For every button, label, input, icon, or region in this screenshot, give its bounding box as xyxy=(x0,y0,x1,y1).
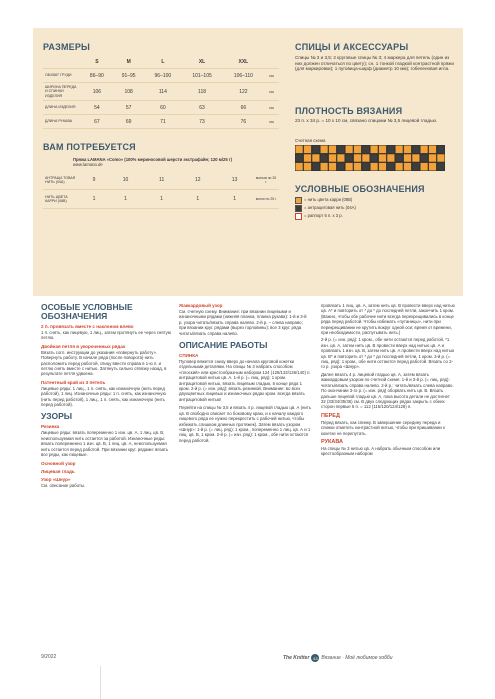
legend-title: УСЛОВНЫЕ ОБОЗНАЧЕНИЯ xyxy=(295,184,425,194)
subhead: ПЕРЕД xyxy=(321,412,340,419)
chart-cell xyxy=(320,154,328,162)
table-cell: 66 xyxy=(223,101,264,115)
table-row xyxy=(43,83,279,101)
chart-cell xyxy=(420,163,428,171)
row-label: ОБХВАТ ГРУДИ xyxy=(43,69,81,83)
subhead: Лицевая гладь xyxy=(41,468,75,474)
chart-cell xyxy=(329,154,337,162)
unit-cell: моток по 25 г xyxy=(253,190,279,209)
size-header: M xyxy=(113,55,145,69)
chart-cell xyxy=(379,154,387,162)
legend-label: = нить цвета карри (08В) xyxy=(304,197,353,203)
chart-cell xyxy=(395,154,403,162)
paragraph: Перед вязать, как спинку. В завершение середину переда и спинки отметить контрастной нитью, чтобы при пришивании к кокетке не перепутать. xyxy=(321,419,445,436)
chart-cell xyxy=(362,145,370,153)
table-cell: 122 xyxy=(223,83,264,101)
gauge-section xyxy=(295,106,455,124)
table-cell: 13 xyxy=(216,171,253,190)
chart-cell xyxy=(345,154,353,162)
column-3 xyxy=(321,303,455,648)
subhead: Двойная петля в укороченных рядах xyxy=(41,343,126,349)
gauge-text: 23 п. х 34 р. = 10 х 10 см, связано спицами № 3,5 лицевой гладью. xyxy=(295,118,438,123)
legend-item xyxy=(295,196,455,204)
legend-label: = раппорт 6 п. х 3 р. xyxy=(304,213,343,219)
chart-cell xyxy=(437,163,445,171)
table-cell: 118 xyxy=(181,83,223,101)
sizes-title: РАЗМЕРЫ xyxy=(43,42,91,52)
swatch-anthracite-icon xyxy=(295,205,302,212)
chart-cell xyxy=(420,145,428,153)
paragraph: Перейти на спицы № 3,5 и вязать 4 р. лицевой гладью цв. А (нить цв. В свободно свисает по боковому краю, и к началу каждого лицевого ряда ее нужно перекрестить с рабочей нитью, чтобы избежать слишком длинных протяжек). Затем вязать узором «Шнур»: 1-й р. (= лиц. ряд): 1 кром., попеременно 1 лиц. цв. А и 1 лиц. цв. В, 1 кром. 2-й р. (= изн. ряд): 1 кром., обе нити остаются перед работой. xyxy=(179,405,311,443)
chart-section xyxy=(295,138,455,176)
size-header: XXL xyxy=(223,55,264,69)
chart-cell xyxy=(379,163,387,171)
materials-section xyxy=(43,142,283,209)
sizes-header-row xyxy=(43,55,279,69)
table-cell: 1 xyxy=(144,190,179,209)
page-number-badge: 43 xyxy=(313,655,318,661)
column-2 xyxy=(179,303,311,648)
chart-cell xyxy=(354,154,362,162)
table-cell: 9 xyxy=(81,171,107,190)
row-label: НИТЬ ЦВЕТА КАРРИ (08В) xyxy=(43,190,81,209)
chart-cell xyxy=(312,154,320,162)
chart-cell xyxy=(404,145,412,153)
chart-cell xyxy=(387,163,395,171)
chart-cell xyxy=(304,154,312,162)
unit-cell: мотков по 25 г xyxy=(253,171,279,190)
chart-cell xyxy=(429,154,437,162)
special-symbols-title: ОСОБЫЕ УСЛОВНЫЕ ОБОЗНАЧЕНИЯ xyxy=(41,303,133,321)
chart-cell xyxy=(362,163,370,171)
table-cell: 76 xyxy=(223,115,264,129)
table-row xyxy=(43,101,279,115)
subhead: СПИНКА xyxy=(179,353,199,359)
row-label: ШИРИНА ПЕРЕДА И СПИНКИ ИЗДЕЛИЯ xyxy=(43,83,81,101)
sizes-table xyxy=(43,55,279,129)
table-cell: 1 xyxy=(107,190,144,209)
yarn-line: Пряжа LAMANA «Como» (100% мериносовой шерсти экстрафайн; 120 м/25 г) xyxy=(73,157,233,162)
chart-cell xyxy=(337,145,345,153)
unit-cell: см xyxy=(264,101,279,115)
materials-table xyxy=(43,171,279,209)
swatch-repeat-icon xyxy=(295,213,302,220)
footer-brand xyxy=(283,654,393,662)
chart-cell xyxy=(429,163,437,171)
paragraph: 1 п. снять, как лицевую, 1 лиц., затем протянуть ее через снятую петлю. xyxy=(41,330,171,341)
chart-cell xyxy=(370,163,378,171)
chart-cell xyxy=(345,145,353,153)
chart-cell xyxy=(412,154,420,162)
legend-label: = антрацитовая нить (04А) xyxy=(304,205,356,211)
chart-cell xyxy=(337,154,345,162)
chart-cell xyxy=(337,163,345,171)
chart-cell xyxy=(395,163,403,171)
paragraph: Лицевые ряды: вязать попеременно 1 изн. цв. А, 1 лиц. цв. В, неиспользуемая нить остается за работой. Изнаночные ряды: вязать попеременно 1 изн. цв. В, 1 лиц. цв. А, неиспользуемая нить остается перед работой. При вязании круг. рядами: вязать все ряды, как лицевые. xyxy=(41,430,169,458)
yarn-site: www.lamana.de xyxy=(73,162,103,167)
table-cell: 57 xyxy=(113,101,145,115)
chart-cell xyxy=(320,145,328,153)
table-cell: 108 xyxy=(113,83,145,101)
table-cell: 10 xyxy=(107,171,144,190)
table-cell: 71 xyxy=(145,115,182,129)
table-cell: 60 xyxy=(145,101,182,115)
table-cell: 91–95 xyxy=(113,69,145,83)
chart-cell xyxy=(312,163,320,171)
table-cell: 106 xyxy=(81,83,113,101)
info-box xyxy=(33,28,463,296)
size-header: S xyxy=(81,55,113,69)
table-row xyxy=(43,115,279,129)
paragraph: См. описание работы. xyxy=(41,482,86,488)
chart-cell xyxy=(354,145,362,153)
subhead: РУКАВА xyxy=(321,438,344,445)
table-cell: 96–100 xyxy=(145,69,182,83)
table-cell: 101–105 xyxy=(181,69,223,83)
needles-title: СПИЦЫ И АКСЕССУАРЫ xyxy=(295,42,409,52)
table-cell: 69 xyxy=(113,115,145,129)
chart-cell xyxy=(429,145,437,153)
subhead: Основной узор xyxy=(41,460,76,466)
color-chart xyxy=(295,145,445,171)
chart-cell xyxy=(412,163,420,171)
chart-cell xyxy=(354,163,362,171)
chart-cell xyxy=(312,145,320,153)
chart-cell xyxy=(420,154,428,162)
paragraph: Вязать согл. инструкции до указания «повернуть работу». Повернуть работу. В начале ряда (после поворота) нить расположить перед работой, спицу ввести справа в 1-ю п. и петлю снять вместе с нитью. Затянуть сильно отвязку назад, в результате петля удвоена. xyxy=(41,349,167,377)
table-cell: 54 xyxy=(81,101,113,115)
table-cell: 12 xyxy=(179,171,216,190)
chart-cell xyxy=(304,145,312,153)
magazine-page xyxy=(33,0,463,666)
brand-tagline: Вязание · Моё любимое хобби xyxy=(321,655,393,661)
chart-cell xyxy=(395,145,403,153)
column-1 xyxy=(41,303,171,648)
table-row xyxy=(43,171,279,190)
chart-cell xyxy=(404,154,412,162)
chart-cell xyxy=(329,145,337,153)
patterns-title: УЗОРЫ xyxy=(41,411,73,422)
chart-cell xyxy=(437,154,445,162)
chart-cell xyxy=(387,145,395,153)
materials-title: ВАМ ПОТРЕБУЕТСЯ xyxy=(43,142,136,152)
table-cell: 63 xyxy=(181,101,223,115)
legend-list xyxy=(295,196,455,220)
chart-cell xyxy=(437,145,445,153)
paragraph: Пуловер вяжется снизу вверх до начала круговой кокетки отдельными деталями. На спицы № 3 набрать способом «плоский» или крестообразным набором 124 (128/132/136/140) п. антрацитовой нитью цв. А. 1-й р. (= лиц. ряд): 1 кром. антрацитовой нитью, вязать лицевым гладью, в конце ряда 1 кром. 2-й р. (= изн. ряд): вязать резинкой. Внимание: во всех двухцветных лицевых и изнаночных рядах кром. всегда вязать антрацитовой нитью! xyxy=(179,359,311,402)
subhead: Резинка xyxy=(41,424,60,430)
page-edge xyxy=(100,666,301,699)
page-issue: 9/2022 xyxy=(41,654,57,660)
unit-cell: см xyxy=(264,83,279,101)
chart-cell xyxy=(379,145,387,153)
chart-cell xyxy=(295,145,303,153)
size-header: XL xyxy=(181,55,223,69)
chart-cell xyxy=(304,163,312,171)
needles-text: Спицы № 3 и 3,5; 2 круговые спицы № 3; 4 маркера для петель (один из них должен отличаться по цвету); сн. 1 тонкой гладкой контрастной пряжи (для маркировки); 1 пуговица-шарф (диаметр 10 мм); гобеленовая игла. xyxy=(295,55,454,72)
chart-cell xyxy=(404,163,412,171)
paragraph: На спицы № 3 нитью цв. А набрать обычным способом или крестообразным набором xyxy=(321,445,441,457)
table-cell: 67 xyxy=(81,115,113,129)
paragraph: См. счетную схему. Внимание: при вязании лицевыми и изнаночными рядами (нижняя планка, планка рукава): 1-й и 3-й р. узора читать/вязать справа налево. 2-й р. – слева направо; при вязании круг. рядами (вырез горловины): все 3 круг. ряда читать/вязать справа налево. xyxy=(179,309,307,336)
table-cell: 106–110 xyxy=(223,69,264,83)
chart-cell xyxy=(370,145,378,153)
chart-cell xyxy=(295,163,303,171)
chart-cell xyxy=(412,145,420,153)
unit-cell: см xyxy=(264,69,279,83)
table-cell: 1 xyxy=(216,190,253,209)
sizes-section xyxy=(43,42,283,129)
subhead: Жаккардовый узор xyxy=(179,303,223,308)
paragraph: Далее вязать 4 р. лицевой гладью цв. А, затем вязать жаккардовым узором по счетной схеме: 1-й и 3-й р. (= лиц. ряд): читать/вязать справа налево. 2-й р.: читать/вязать слева направо. По окончании 3-го р. (= изн. ряд) оборвать нить цв. В. Вязать дальше лицевой гладью цв. А, пока высота детали не достигнет 32 (33/34/35/36) см. В двух следующих рядах закрыть с обеих сторон первые 6 п. = 112 (116/120/124/128) п. xyxy=(321,371,454,410)
chart-title: Счетная схема xyxy=(295,138,326,143)
row-label: ДЛИНА РУКАВА xyxy=(43,115,81,129)
table-cell: 1 xyxy=(179,190,216,209)
subhead: Патентный край из 3 петель xyxy=(41,379,106,385)
row-label: ДЛИНА ИЗДЕЛИЯ xyxy=(43,101,81,115)
chart-cell xyxy=(345,163,353,171)
legend-section xyxy=(295,184,455,220)
chart-cell xyxy=(362,154,370,162)
table-cell: 73 xyxy=(181,115,223,129)
work-description-title: ОПИСАНИЕ РАБОТЫ xyxy=(179,340,268,351)
chart-cell xyxy=(320,163,328,171)
brand-name: The Knitter xyxy=(283,655,310,661)
table-row xyxy=(43,190,279,209)
paragraph: провязать 1 лиц. цв. А, затем нить цв. В провести вверх над нитью цв. А* и повторить от * до * до последней петли, закончить 1 кром. (Важно, чтобы обе рабочие нити всегда перекрещивались в конце ряда перед работой. Чтобы избежать «путаницы», нити при перекрещивании не крутить вокруг одной оси; время от времени, при необходимости, распутывать нить.) xyxy=(321,303,455,336)
swatch-curry-icon xyxy=(295,197,302,204)
chart-cell xyxy=(370,154,378,162)
legend-item xyxy=(295,212,455,220)
table-cell: 1 xyxy=(81,190,107,209)
gauge-title: ПЛОТНОСТЬ ВЯЗАНИЯ xyxy=(295,106,403,116)
size-header: L xyxy=(145,55,182,69)
unit-cell: см xyxy=(264,115,279,129)
subhead: 2 п. провязать вместе с наклоном влево xyxy=(41,324,134,329)
table-row xyxy=(43,69,279,83)
chart-cell xyxy=(387,154,395,162)
chart-cell xyxy=(295,154,303,162)
subhead: Узор «Шнур» xyxy=(41,476,71,482)
row-label: АНТРАЦИ-ТОВАЯ НИТЬ (04А) xyxy=(43,171,81,190)
chart-cell xyxy=(329,163,337,171)
table-cell: 11 xyxy=(144,171,179,190)
table-cell: 86–90 xyxy=(81,69,113,83)
paragraph: Лицевые ряды: 1 лиц., 1 п. снять, как изнаночную (нить перед работой), 1 лиц. Изнаночные ряды: 1 п. снять, как изнаночную (нить перед работой), 1 лиц., 1 п. снять, как изнаночную (нить перед работой). xyxy=(41,385,166,408)
paragraph: 2-й р. (= изн. ряд): 1 кром., обе нити остаются перед работой, *1 изн. цв. А, затем нить цв. В провести вверх над нитью цв. А и провязать 1 изн. цв. В, затем нить цв. А провести вверх над нитью цв. В* и повторить от * до * до последней петли, 1 кром. 3-й р. (= лиц. ряд): 1 кром., обе нити остаются перед работой. Вязать со 2-го р. узора «Шнур». xyxy=(321,337,455,370)
needles-section xyxy=(295,42,455,72)
legend-item xyxy=(295,204,455,212)
table-cell: 114 xyxy=(145,83,182,101)
